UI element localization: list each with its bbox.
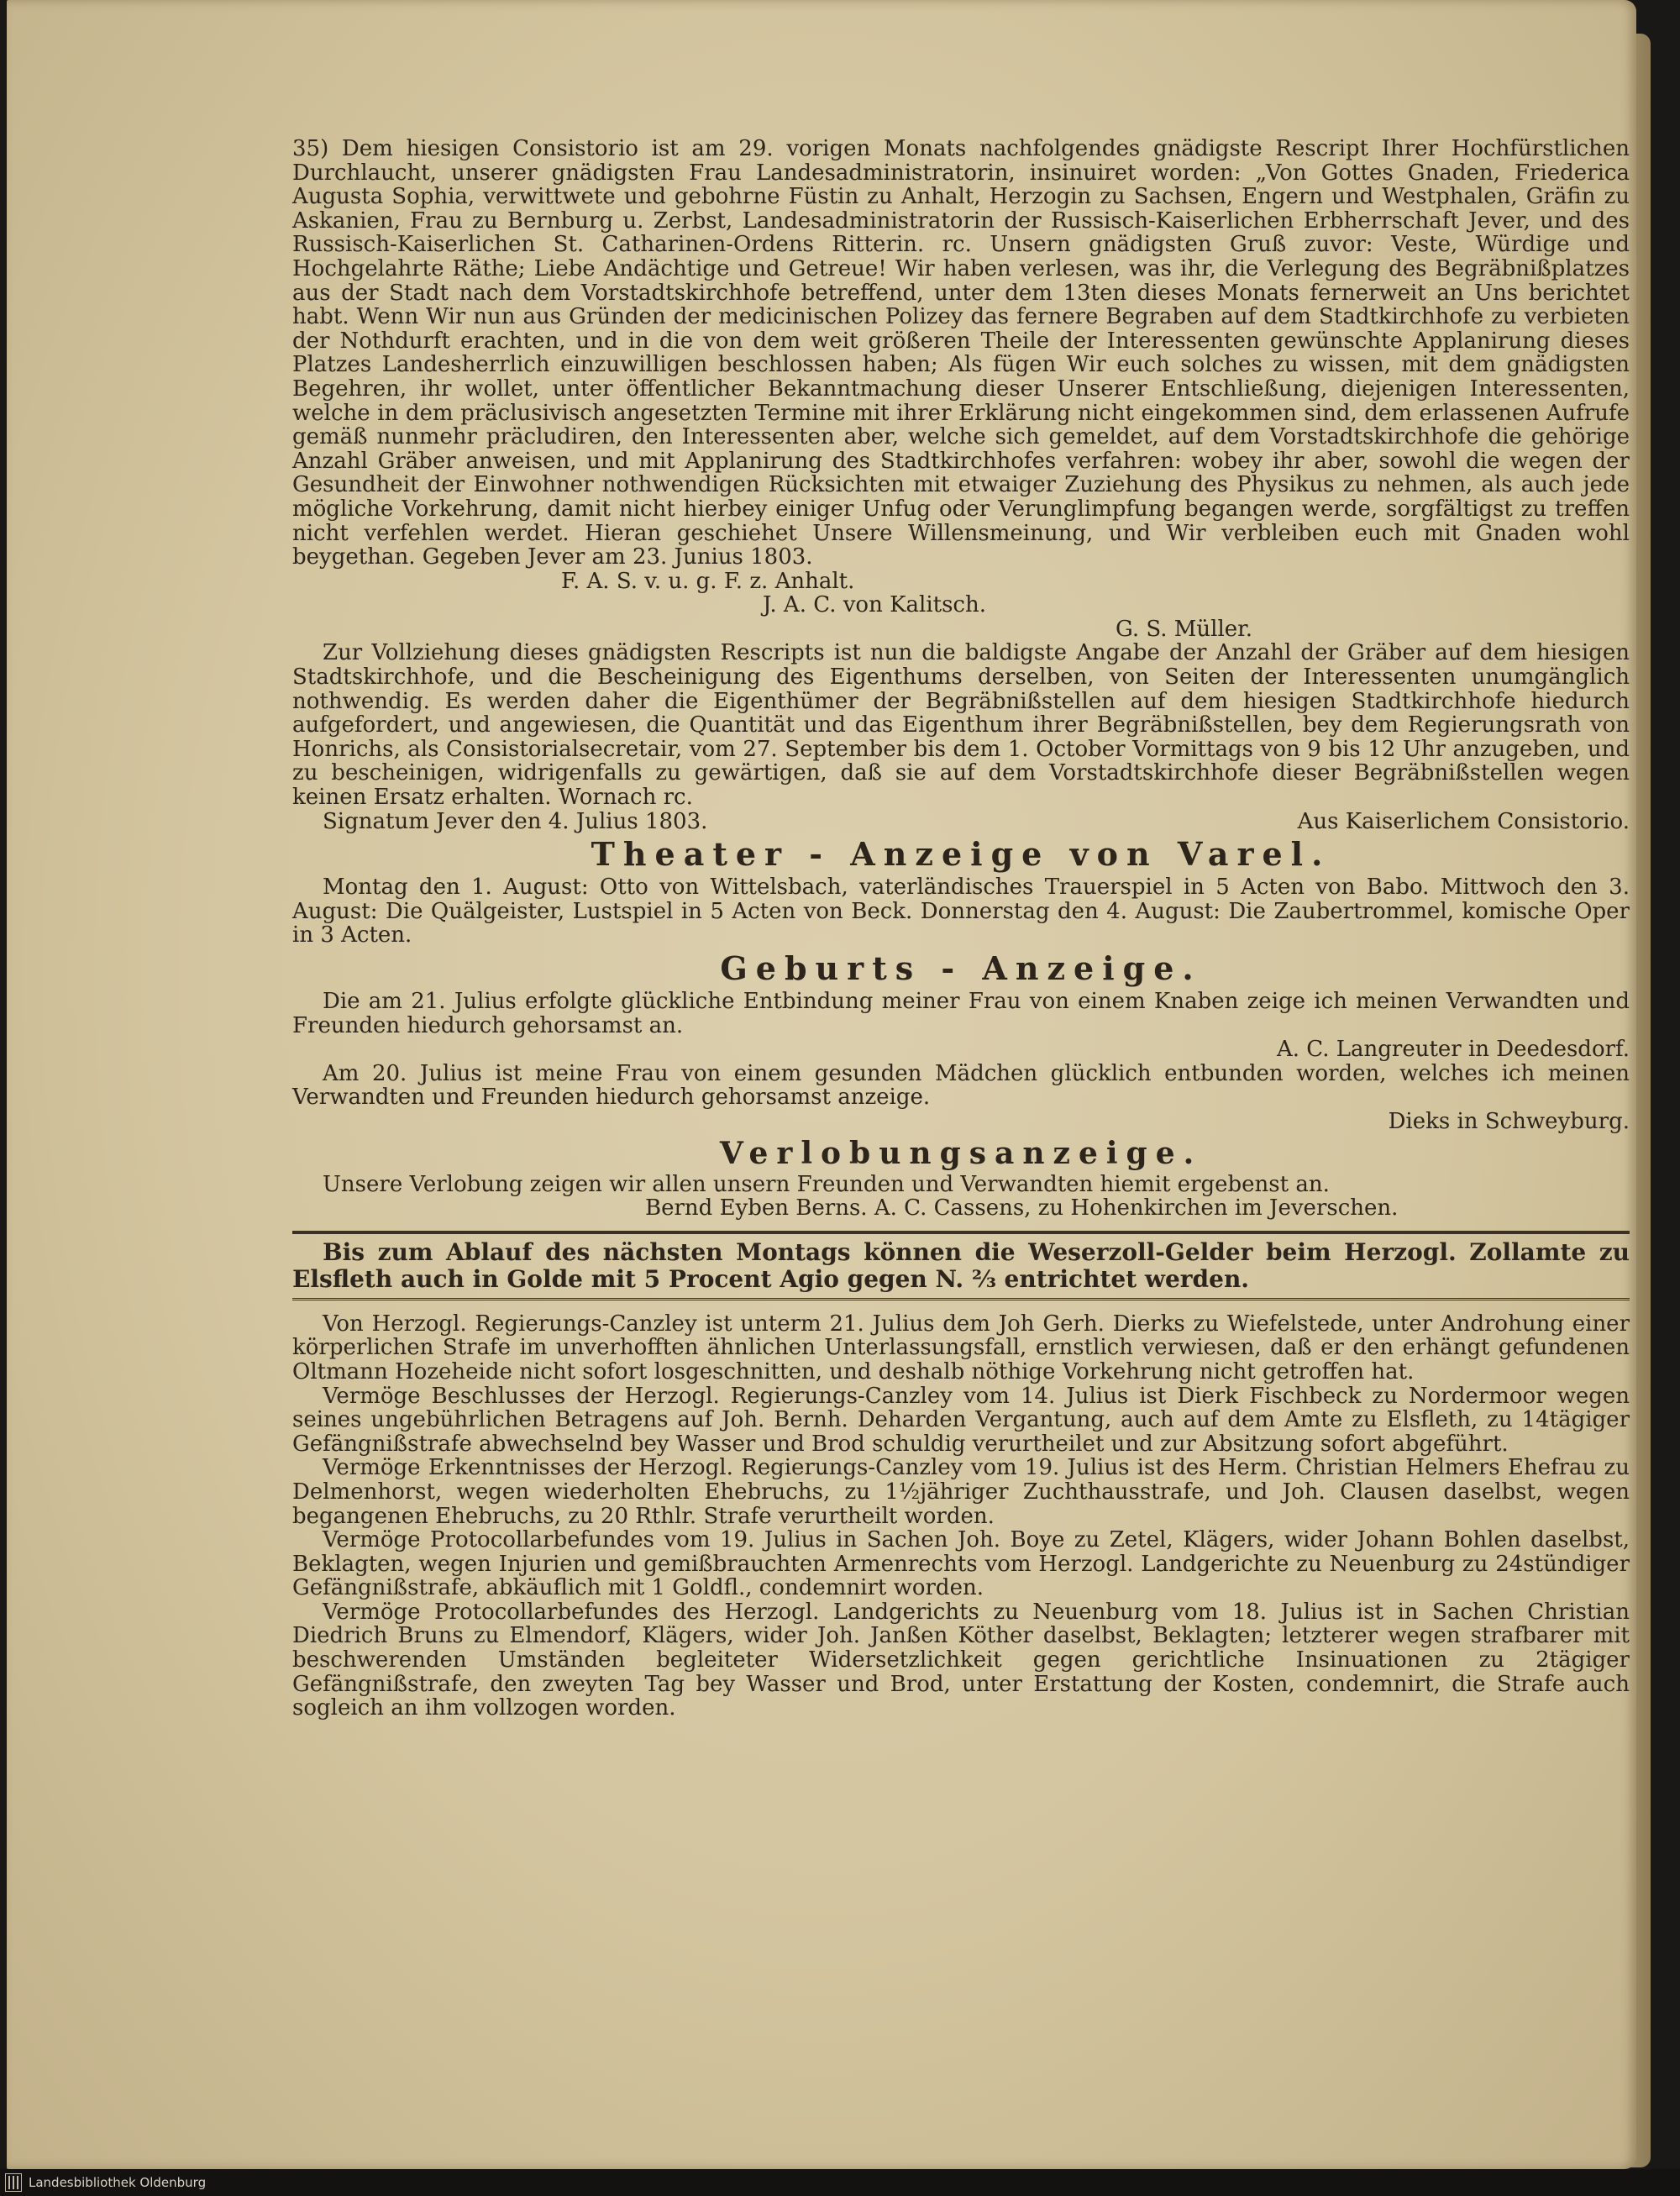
birth-signature-1: A. C. Langreuter in Deedesdorf. — [1276, 1037, 1630, 1063]
signature-line-1: F. A. S. v. u. g. F. z. Anhalt. — [561, 568, 855, 594]
footer-bar — [0, 2169, 1680, 2196]
court-notice-2: Vermöge Beschlusses der Herzogl. Regierungs-Canzley vom 14. Julius ist Dierk Fischbeck zu Nordermoor wegen seines ungebührlichen Betragens auf Joh. Bernh. Deharden Vergantung, auch auf dem Amte zu Elsfleth, zu 14tägiger Gefängnißstrafe abwechselnd bey Wasser und Brod schuldig verurtheilet und zur Absitzung sofort abgeführt. — [292, 1383, 1630, 1457]
consistory-paragraph: Zur Vollziehung dieses gnädigsten Rescripts ist nun die baldigste Angabe der Anzahl der Gräber auf dem hiesigen Stadtskirchhofe, und die Bescheinigung des Eigenthums derselben, von Seiten der Interessenten unumgänglich nothwendig. Es werden daher die Eigenthümer der Begräbnißstellen auf dem hiesigen Stadtkirchhofe hiedurch aufgefordert, und angewiesen, die Quantität und das Eigenthum ihrer Begräbnißstellen, bey dem Regierungsrath von Honrichs, als Consistorialsecretair, vom 27. September bis dem 1. October Vormittags von 9 bis 12 Uhr anzugeben, und zu bescheinigen, widrigenfalls zu gewärtigen, daß sie auf dem Vorstadtskirchhofe dieser Begräbnißstellen wegen keinen Ersatz erhalten. Wornach rc. — [292, 640, 1630, 811]
court-notice-1: Von Herzogl. Regierungs-Canzley ist unterm 21. Julius dem Joh Gerh. Dierks zu Wiefelstede, unter Androhung einer körperlichen Strafe im unverhofften ähnlichen Unterlassungsfall, ernstlich verwiesen, daß er den erhängt gefundenen Oltmann Hozeheide nicht sofort losgeschnitten, und deshalb nöthige Vorkehrung nicht getroffen hat. — [292, 1311, 1630, 1384]
theater-heading: Theater - Anzeige von Varel. — [591, 835, 1331, 874]
section-divider-bottom — [292, 1298, 1630, 1304]
section-divider-top — [292, 1231, 1630, 1234]
signatum-row — [292, 810, 1630, 834]
engagement-signature: Bernd Eyben Berns. A. C. Cassens, zu Hohenkirchen im Jeverschen. — [645, 1195, 1399, 1221]
page-text — [292, 137, 1630, 1721]
birth-announcement-1: Die am 21. Julius erfolgte glückliche Entbindung meiner Frau von einem Knaben zeige ich meinen Verwandten und Freunden hiedurch gehorsamst an. — [292, 989, 1630, 1038]
engagement-heading: Verlobungsanzeige. — [719, 1135, 1203, 1171]
court-notice-4: Vermöge Protocollarbefundes vom 19. Julius in Sachen Joh. Boye zu Zetel, Klägers, wider Johann Bohlen daselbst, Beklagten, wegen Injurien und gemißbrauchten Armenrechts vom Herzogl. Landgerichte zu Neuenburg zu 24stündiger Gefängnißstrafe, abkäuflich mit 1 Goldfl., condemnirt worden. — [292, 1527, 1630, 1601]
library-building-icon — [5, 2173, 22, 2192]
library-name: Landesbibliothek Oldenburg — [29, 2175, 207, 2190]
signatum-date: Signatum Jever den 4. Julius 1803. — [323, 808, 708, 834]
court-notice-5: Vermöge Protocollarbefundes des Herzogl. Landgerichts zu Neuenburg vom 18. Julius ist in Sachen Christian Diedrich Bruns zu Elmendorf, Klägers, wider Joh. Janßen Köther daselbst, Beklagten; letzterer wegen strafbarer mit beschwerenden Umständen begleiteter Widersetzlichkeit gegen gerichtliche Insinuationen zu 2tägiger Gefängnißstrafe, den zweyten Tag bey Wasser und Brod, unter Erstattung der Kosten, condemnirt, die Strafe auch sogleich an ihm vollzogen worden. — [292, 1599, 1630, 1721]
newspaper-page — [7, 0, 1636, 2169]
theater-text: Montag den 1. August: Otto von Wittelsbach, vaterländisches Trauerspiel in 5 Acten von Babo. Mittwoch den 3. August: Die Quälgeister, Lustspiel in 5 Acten von Beck. Donnerstag den 4. August: Die Zaubertrommel, komische Oper in 3 Acten. — [292, 875, 1630, 948]
engagement-text: Unsere Verlobung zeigen wir allen unsern Freunden und Verwandten hiemit ergebenst an. — [323, 1171, 1330, 1197]
signatum-origin: Aus Kaiserlichem Consistorio. — [1297, 808, 1630, 834]
rescript-paragraph: 35) Dem hiesigen Consistorio ist am 29. vorigen Monats nachfolgendes gnädigste Rescript Ihrer Hochfürstlichen Durchlaucht, unserer gnädigsten Frau Landesadministratorin, insinuiret worden: „Von Gottes Gnaden, Friederica Augusta Sophia, verwittwete und gebohrne Füstin zu Anhalt, Herzogin zu Sachsen, Engern und Westphalen, Gräfin zu Askanien, Frau zu Bernburg u. Zerbst, Landesadministratorin der Russisch-Kaiserlichen Erbherrschaft Jever, und des Russisch-Kaiserlichen St. Catharinen-Ordens Ritterin. rc. Unsern gnädigsten Gruß zuvor: Veste, Würdige und Hochgelahrte Räthe; Liebe Andächtige und Getreue! Wir haben verlesen, was ihr, die Verlegung des Begräbnißplatzes aus der Stadt nach dem Vorstadtskirchhofe betreffend, unter dem 13ten dieses Monats fernerweit an Uns berichtet habt. Wenn Wir nun aus Gründen der medicinischen Polizey das fernere Begraben auf dem Stadtkirchhofe zu verbieten der Nothdurft erachten, und in die von dem weit größeren Theile der Interessenten gewünschte Applanirung dieses Platzes Landesherrlich einzuwilligen beschlossen haben; Als fügen Wir euch solches zu wissen, mit dem gnädigsten Begehren, ihr wollet, unter öffentlicher Bekanntmachung dieser Unserer Entschließung, diejenigen Interessenten, welche in dem präclusivisch angesetzten Termine mit ihrer Erklärung nicht eingekommen sind, dem erlassenen Aufrufe gemäß nunmehr präcludiren, den Interessenten aber, welche sich gemeldet, auf dem Vorstadtskirchhofe die gehörige Anzahl Gräber anweisen, und mit Applanirung des Stadtkirchhofes verfahren: wobey ihr aber, sowohl die wegen der Gesundheit der Einwohner nothwendigen Rücksichten mit etwaiger Zuziehung des Physikus zu nehmen, als auch jede mögliche Vorkehrung, damit nicht hierbey einiger Unfug oder Verunglimpfung begangen werde, sorgfältigst zu treffen nicht verfehlen werdet. Hieran geschiehet Unsere Willensmeinung, und Wir verbleiben euch mit Gnaden wohl beygethan. Gegeben Jever am 23. Junius 1803. — [292, 136, 1630, 570]
court-notice-3: Vermöge Erkenntnisses der Herzogl. Regierungs-Canzley vom 19. Julius ist des Herm. Christian Helmers Ehefrau zu Delmenhorst, wegen wiederholten Ehebruchs, zu 1½jähriger Zuchthausstrafe, und Joh. Clausen daselbst, wegen begangenen Ehebruchs, zu 20 Rthlr. Strafe verurtheilt worden. — [292, 1455, 1630, 1529]
birth-heading: Geburts - Anzeige. — [720, 949, 1202, 987]
birth-signature-2: Dieks in Schweyburg. — [1388, 1108, 1630, 1134]
birth-announcement-2: Am 20. Julius ist meine Frau von einem gesunden Mädchen glücklich entbunden worden, welches ich meinen Verwandten und Freunden hiedurch gehorsamst anzeige. — [292, 1060, 1630, 1111]
signature-line-2: J. A. C. von Kalitsch. — [763, 592, 987, 618]
signature-line-3: G. S. Müller. — [1116, 616, 1253, 642]
customs-notice: Bis zum Ablauf des nächsten Montags können die Weserzoll-Gelder beim Herzogl. Zollamte zu Elsfleth auch in Golde mit 5 Procent Agio gegen N. ⅔ entrichtet werden. — [292, 1237, 1630, 1293]
